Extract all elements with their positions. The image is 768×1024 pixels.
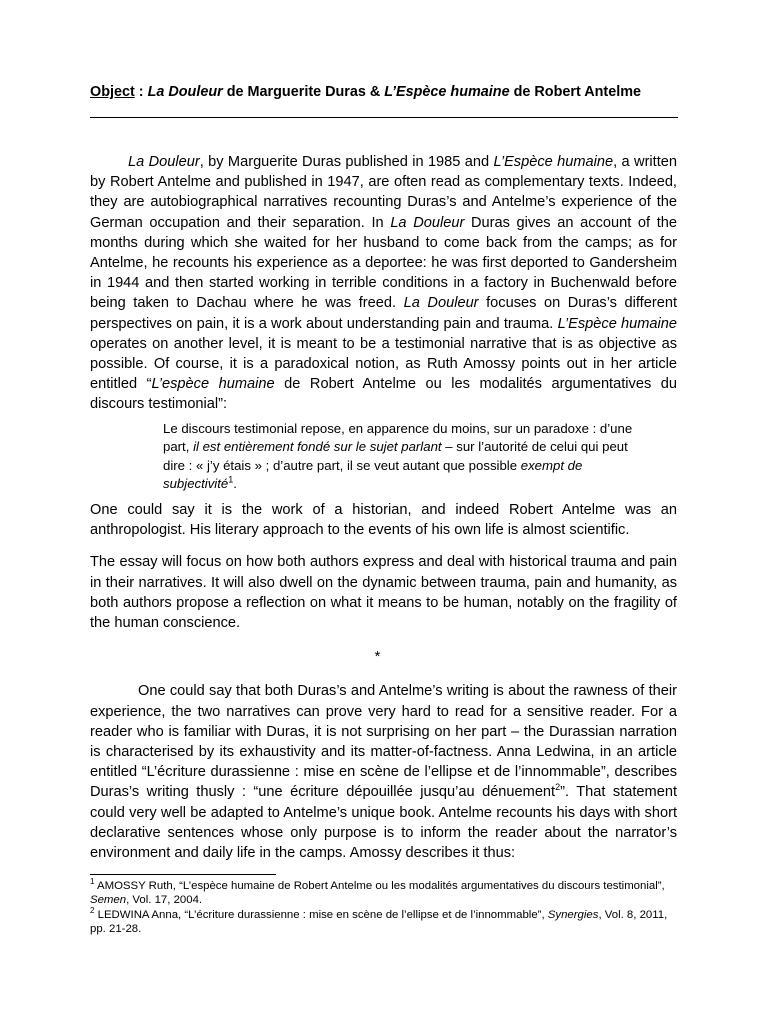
section-separator: * [374,649,381,666]
text-run: , Vol. 17, 2004. [126,894,203,907]
journal-title: Semen [90,894,127,907]
text-run: Le discours testimonial repose, en apparence du moins, sur un paradoxe : d’une part, [163,420,633,455]
title-author-1: de Marguerite Duras & [222,84,385,100]
text-run: AMOSSY Ruth, “L’espèce humaine de Robert Antelme ou les modalités argumentatives du discours testimonial”, [94,880,665,892]
title-work-1: La Douleur [147,84,223,100]
block-quote [163,420,649,494]
text-run: Duras gives an account of the months during which she waited for her husband to come back from the camps; as for Antelme, he recounts his experience as a deportee: he was first deported to Gandersheim in 1944 and then started working in terrible conditions in a factory in Buchenwald before being taken to Dachau where he was freed. [90,214,677,312]
work-title: La Douleur [390,214,465,231]
text-run: – sur l’autorité de celui qui peut dire : « j’y étais » ; d’autre part, il se veut autant que possible [163,439,628,473]
work-title: La Douleur [128,154,200,170]
text-run: ”. That statement could very well be adapted to Antelme’s unique book. Antelme recounts his days with short declarative sentences whose only purpose is to inform the reader about the narrator’s environment and daily life in the camps. Amossy describes it thus: [90,784,677,862]
title-separator: : [134,84,148,100]
footnote-ref-1[interactable]: 1 [228,475,234,486]
footnote-number: 1 [90,877,95,887]
footnote-number: 2 [90,906,95,916]
text-run: . [233,476,237,492]
work-title: L’Espèce humaine [557,315,678,332]
footnote-ref-2[interactable]: 2 [555,782,561,793]
emphasis: exempt de subjectivité [163,457,583,492]
paragraph-focus: The essay will focus on how both authors express and deal with historical trauma and pain in their narratives. It will also dwell on the dynamic between trauma, pain and humanity, as both authors propose a reflection on what it means to be human, notably on the fragility of the human conscience. [90,554,677,632]
text-run: LEDWINA Anna, “L’écriture durassienne : mise en scène de l’ellipse et de l’innommable”, [94,908,548,921]
paragraph-historian: One could say it is the work of a historian, and indeed Robert Antelme was an anthropologist. His literary approach to the events of his own life is almost scientific. [90,502,677,539]
journal-title: Synergies [547,908,599,921]
title-rule [90,117,678,118]
footnote-2 [90,908,680,937]
title-work-2: L’Espèce humaine [384,84,510,100]
footnote-rule [90,874,276,875]
text-run: de Robert Antelme ou les modalités argumentatives du discours testimonial”: [90,376,678,413]
document-body [90,152,677,863]
text-run: , by Marguerite Duras published in 1985 and [199,154,494,170]
title-author-2: de Robert Antelme [509,84,641,100]
text-run: , a written by Robert Antelme and published in 1947, are often read as complementary texts. Indeed, they are autobiographical narratives recounting Duras’s and Antelme’s experience of the German occupation and their separation. In [90,154,678,231]
page-title [90,84,677,100]
footnotes [90,879,680,937]
paragraph-intro [90,152,677,415]
emphasis: il est entièrement fondé sur le sujet parlant [193,439,442,455]
text-run: , Vol. 8, 2011, pp. 21-28. [90,908,668,936]
paragraph-rawness [90,681,677,863]
footnote-1 [90,879,680,908]
work-title: L’Espèce humaine [493,154,614,170]
text-run: operates on another level, it is meant to be a testimonial narrative that is as objective as possible. Of course, it is a paradoxical notion, as Ruth Amossy points out in her article entitled “ [90,335,677,393]
text-run: One could say that both Duras’s and Antelme’s writing is about the rawness of their experience, the two narratives can prove very hard to read for a sensitive reader. For a reader who is familiar with Duras, it is not surprising on her part – the Durassian narration is characterised by its exhaustivity and its matter-of-factness. Anna Ledwina, in an article entitled “L’écriture durassienne : mise en scène de l’ellipse et de l’innommable”, describes Duras’s writing thusly : “une écriture dépouillée jusqu’au dénuement [90,683,677,801]
work-title: La Douleur [403,295,479,312]
text-run: focuses on Duras’s different perspectives on pain, it is a work about understanding pain and trauma. [90,295,677,332]
work-title: L’espèce humaine [151,376,275,393]
object-label: Object [90,84,135,100]
